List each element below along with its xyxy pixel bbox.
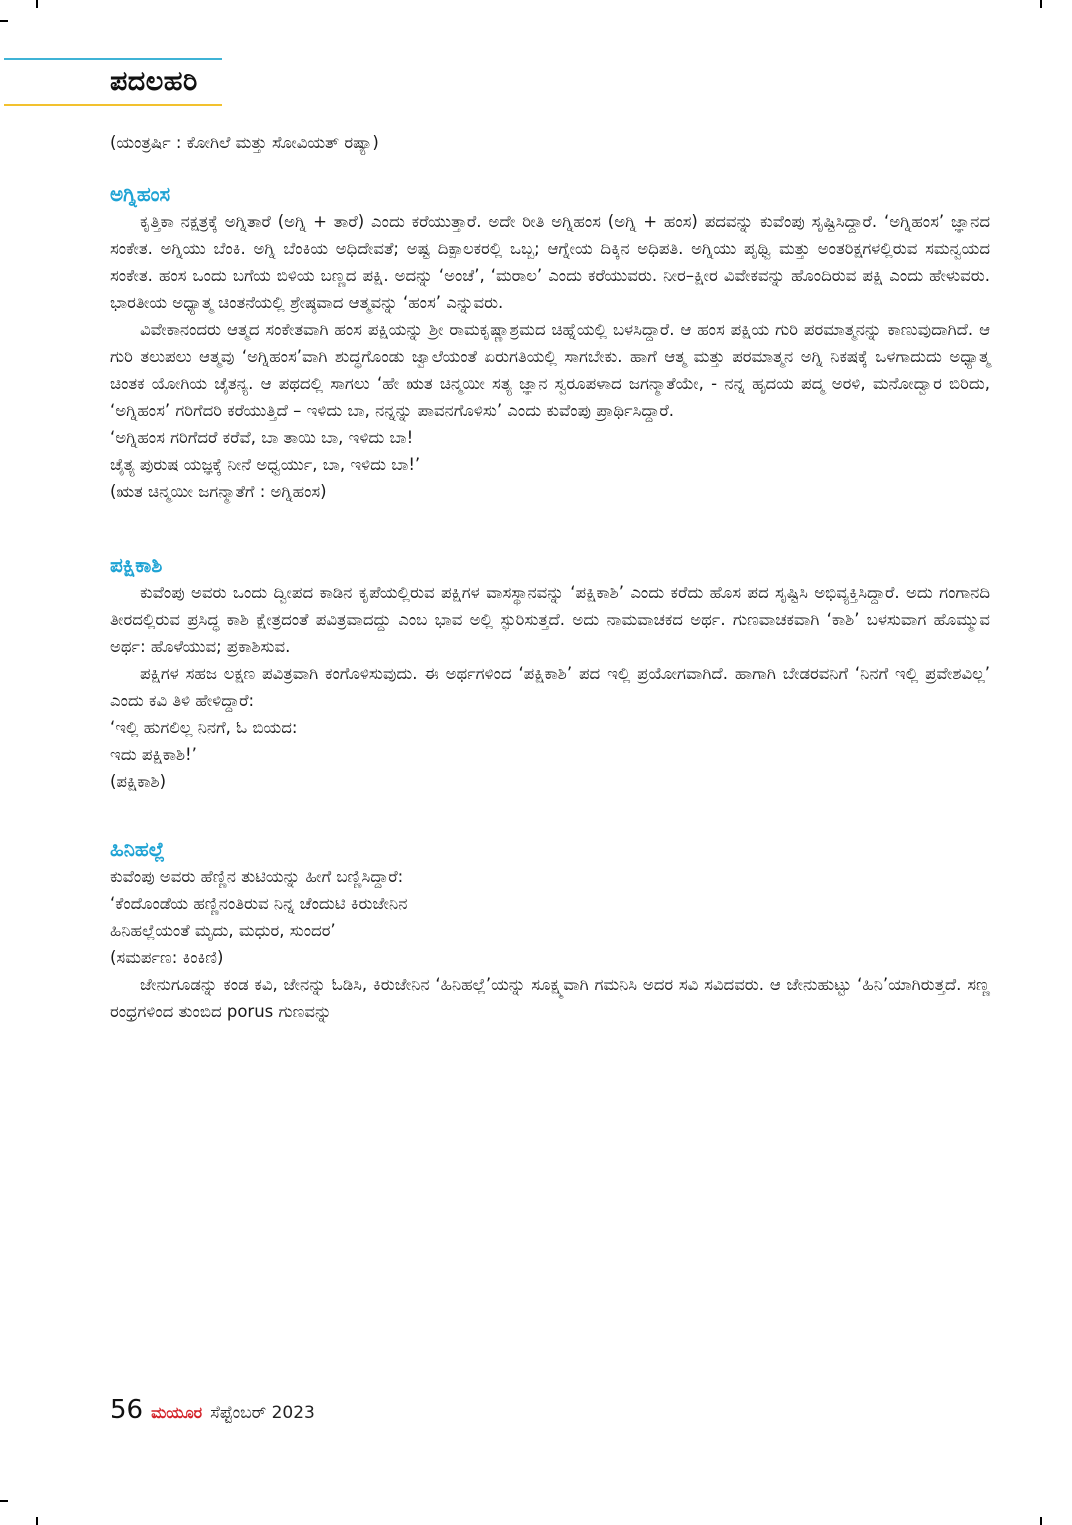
crop-mark <box>0 1500 8 1502</box>
verse-line: ಇದು ಪಕ್ಷಿಕಾಶಿ!’ <box>110 745 197 764</box>
crop-mark <box>1040 1517 1042 1525</box>
crop-mark <box>0 20 8 22</box>
verse-line: ‘ಅಗ್ನಿಹಂಸ ಗರಿಗೆದರೆ ಕರೆವೆ, ಬಾ ತಾಯಿ ಬಾ, ಇಳಿದು ಬಾ! <box>110 428 414 447</box>
title-rule-top <box>4 58 222 60</box>
verse-citation: (ಋತ ಚಿನ್ಮಯೀ ಜಗನ್ಮಾತೆಗೆ : ಅಗ್ನಿಹಂಸ) <box>110 482 327 501</box>
quoted-verse <box>110 890 990 971</box>
quoted-verse <box>110 424 990 505</box>
crop-mark <box>36 1517 38 1525</box>
paragraph: ಜೇನುಗೂಡನ್ನು ಕಂಡ ಕವಿ, ಜೇನನ್ನು ಓಡಿಸಿ, ಕಿರುಜೇನಿನ ‘ಹಿನಿಹಲ್ಲೆ’ಯನ್ನು ಸೂಕ್ಷ್ಮವಾಗಿ ಗಮನಿಸಿ ಅದರ ಸವಿ ಸವಿದವರು. ಆ ಜೇನುಹುಟ್ಟು ‘ಹಿನಿ’ಯಾಗಿರುತ್ತದೆ. ಸಣ್ಣ ರಂಧ್ರಗಳಿಂದ ತುಂಬಿದ porus ಗುಣವನ್ನು <box>110 975 990 1021</box>
issue-date: ಸೆಪ್ಟೆಂಬರ್ 2023 <box>210 1403 315 1423</box>
section-heading: ಅಗ್ನಿಹಂಸ <box>110 182 171 206</box>
article-body <box>110 120 990 1025</box>
quoted-verse <box>110 714 990 795</box>
paragraph: ಕೃತ್ತಿಕಾ ನಕ್ಷತ್ರಕ್ಕೆ ಅಗ್ನಿತಾರೆ (ಅಗ್ನಿ + ತಾರೆ) ಎಂದು ಕರೆಯುತ್ತಾರೆ. ಅದೇ ರೀತಿ ಅಗ್ನಿಹಂಸ (ಅಗ್ನಿ + ಹಂಸ) ಪದವನ್ನು ಕುವೆಂಪು ಸೃಷ್ಟಿಸಿದ್ದಾರೆ. ‘ಅಗ್ನಿಹಂಸ’ ಜ್ಞಾನದ ಸಂಕೇತ. ಅಗ್ನಿಯು ಬೆಂಕಿ. ಅಗ್ನಿ ಬೆಂಕಿಯ ಅಧಿದೇವತೆ; ಅಷ್ಟ ದಿಕ್ಪಾಲಕರಲ್ಲಿ ಒಬ್ಬ; ಆಗ್ನೇಯ ದಿಕ್ಕಿನ ಅಧಿಪತಿ. ಅಗ್ನಿಯು ಪೃಥ್ವಿ ಮತ್ತು ಅಂತರಿಕ್ಷಗಳಲ್ಲಿರುವ ಸಮನ್ವಯದ ಸಂಕೇತ. ಹಂಸ ಒಂದು ಬಗೆಯ ಬಿಳಿಯ ಬಣ್ಣದ ಪಕ್ಷಿ. ಅದನ್ನು ‘ಅಂಚೆ’, ‘ಮರಾಲ’ ಎಂದು ಕರೆಯುವರು. ನೀರ–ಕ್ಷೀರ ವಿವೇಕವನ್ನು ಹೊಂದಿರುವ ಪಕ್ಷಿ ಎಂದು ಹೇಳುವರು. ಭಾರತೀಯ ಅಧ್ಯಾತ್ಮ ಚಿಂತನೆಯಲ್ಲಿ ಶ್ರೇಷ್ಠವಾದ ಆತ್ಮವನ್ನು ‘ಹಂಸ’ ಎನ್ನುವರು. <box>110 212 990 312</box>
page-footer <box>110 1395 315 1425</box>
verse-citation: (ಪಕ್ಷಿಕಾಶಿ) <box>110 772 167 791</box>
section-pakshikashi <box>110 551 990 795</box>
section-heading: ಹಿನಿಹಲ್ಲೆ <box>110 837 165 861</box>
article-subtitle: (ಯಂತ್ರರ್ಷಿ : ಕೋಗಿಲೆ ಮತ್ತು ಸೋವಿಯತ್ ರಷ್ಯಾ) <box>110 133 379 152</box>
section-hinihalle <box>110 835 990 1025</box>
column-title: ಪದಲಹರಿ <box>110 66 198 97</box>
crop-mark <box>1040 0 1042 8</box>
paragraph: ಪಕ್ಷಿಗಳ ಸಹಜ ಲಕ್ಷಣ ಪವಿತ್ರವಾಗಿ ಕಂಗೊಳಿಸುವುದು. ಈ ಅರ್ಥಗಳಿಂದ ‘ಪಕ್ಷಿಕಾಶಿ’ ಪದ ಇಲ್ಲಿ ಪ್ರಯೋಗವಾಗಿದೆ. ಹಾಗಾಗಿ ಬೇಡರವನಿಗೆ ‘ನಿನಗೆ ಇಲ್ಲಿ ಪ್ರವೇಶವಿಲ್ಲ’ ಎಂದು ಕವಿ ತಿಳಿ ಹೇಳಿದ್ದಾರೆ: <box>110 664 990 710</box>
paragraph-intro: ಕುವೆಂಪು ಅವರು ಹೆಣ್ಣಿನ ತುಟಿಯನ್ನು ಹೀಗೆ ಬಣ್ಣಿಸಿದ್ದಾರೆ: <box>110 867 404 886</box>
title-rule-bottom <box>4 104 222 106</box>
crop-mark <box>36 0 38 8</box>
section-agnihamsa <box>110 180 990 505</box>
verse-citation: (ಸಮರ್ಪಣ: ಕಿಂಕಿಣಿ) <box>110 948 224 967</box>
verse-line: ಚೈತ್ಯ ಪುರುಷ ಯಜ್ಞಕ್ಕೆ ನೀನೆ ಅಧ್ವರ್ಯು, ಬಾ, ಇಳಿದು ಬಾ!’ <box>110 455 421 474</box>
verse-line: ‘ಕೆಂದೊಂಡೆಯ ಹಣ್ಣಿನಂತಿರುವ ನಿನ್ನ ಚೆಂದುಟಿ ಕಿರುಜೇನಿನ <box>110 894 408 913</box>
magazine-logo: ಮಯೂರ <box>151 1403 203 1422</box>
section-heading: ಪಕ್ಷಿಕಾಶಿ <box>110 553 163 577</box>
verse-line: ‘ಇಲ್ಲಿ ಹುಗಲಿಲ್ಲ ನಿನಗೆ, ಓ ಬಿಯದ: <box>110 718 298 737</box>
paragraph: ವಿವೇಕಾನಂದರು ಆತ್ಮದ ಸಂಕೇತವಾಗಿ ಹಂಸ ಪಕ್ಷಿಯನ್ನು ಶ್ರೀ ರಾಮಕೃಷ್ಣಾಶ್ರಮದ ಚಿಹ್ನೆಯಲ್ಲಿ ಬಳಸಿದ್ದಾರೆ. ಆ ಹಂಸ ಪಕ್ಷಿಯ ಗುರಿ ಪರಮಾತ್ಮನನ್ನು ಕಾಣುವುದಾಗಿದೆ. ಆ ಗುರಿ ತಲುಪಲು ಆತ್ಮವು ‘ಅಗ್ನಿಹಂಸ’ವಾಗಿ ಶುದ್ಧಗೊಂಡು ಜ್ವಾಲೆಯಂತೆ ಏರುಗತಿಯಲ್ಲಿ ಸಾಗಬೇಕು. ಹಾಗೆ ಆತ್ಮ ಮತ್ತು ಪರಮಾತ್ಮನ ಅಗ್ನಿ ನಿಕಷಕ್ಕೆ ಒಳಗಾದುದು ಅಧ್ಯಾತ್ಮ ಚಿಂತಕ ಯೋಗಿಯ ಚೈತನ್ಯ. ಆ ಪಥದಲ್ಲಿ ಸಾಗಲು ‘ಹೇ ಋತ ಚಿನ್ಮಯೀ ಸತ್ಯ ಜ್ಞಾನ ಸ್ವರೂಪಳಾದ ಜಗನ್ಮಾತೆಯೇ, - ನನ್ನ ಹೃದಯ ಪದ್ಮ ಅರಳಿ, ಮನೋದ್ವಾರ ಬಿರಿದು, ‘ಅಗ್ನಿಹಂಸ’ ಗರಿಗೆದರಿ ಕರೆಯುತ್ತಿದೆ – ಇಳಿದು ಬಾ, ನನ್ನನ್ನು ಪಾವನಗೊಳಿಸು’ ಎಂದು ಕುವೆಂಪು ಪ್ರಾರ್ಥಿಸಿದ್ದಾರೆ. <box>110 320 990 420</box>
paragraph: ಕುವೆಂಪು ಅವರು ಒಂದು ದ್ವೀಪದ ಕಾಡಿನ ಕೃಪೆಯಲ್ಲಿರುವ ಪಕ್ಷಿಗಳ ವಾಸಸ್ಥಾನವನ್ನು ‘ಪಕ್ಷಿಕಾಶಿ’ ಎಂದು ಕರೆದು ಹೊಸ ಪದ ಸೃಷ್ಟಿಸಿ ಅಭಿವ್ಯಕ್ತಿಸಿದ್ದಾರೆ. ಅದು ಗಂಗಾನದಿ ತೀರದಲ್ಲಿರುವ ಪ್ರಸಿದ್ಧ ಕಾಶಿ ಕ್ಷೇತ್ರದಂತೆ ಪವಿತ್ರವಾದದ್ದು ಎಂಬ ಭಾವ ಅಲ್ಲಿ ಸ್ಫುರಿಸುತ್ತದೆ. ಅದು ನಾಮವಾಚಕದ ಅರ್ಥ. ಗುಣವಾಚಕವಾಗಿ ‘ಕಾಶಿ’ ಬಳಸುವಾಗ ಹೊಮ್ಮುವ ಅರ್ಥ: ಹೊಳೆಯುವ; ಪ್ರಕಾಶಿಸುವ. <box>110 583 990 656</box>
page-number: 56 <box>110 1395 144 1425</box>
verse-line: ಹಿನಿಹಲ್ಲೆಯಂತೆ ಮೃದು, ಮಧುರ, ಸುಂದರ’ <box>110 921 336 940</box>
